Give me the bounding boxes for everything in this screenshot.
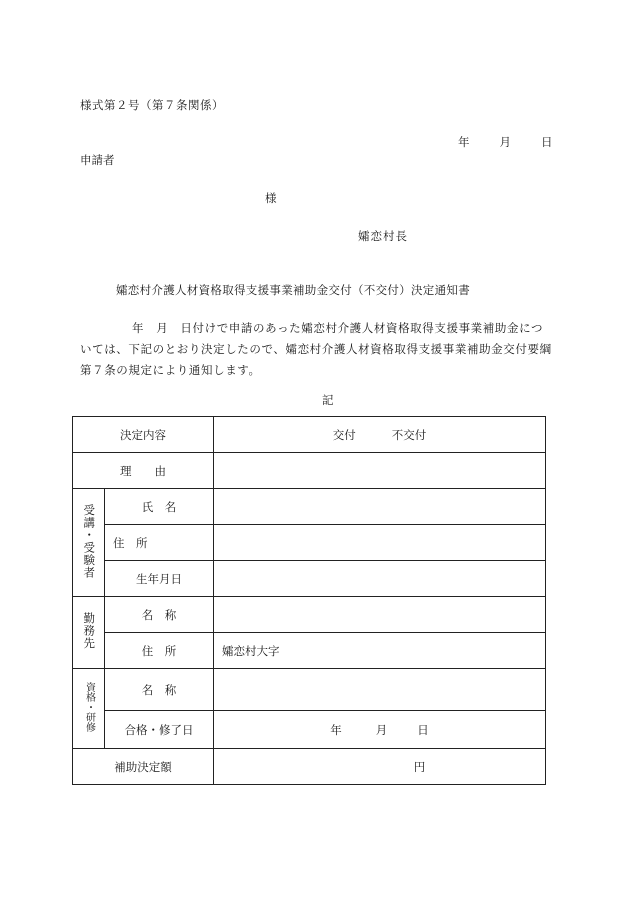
decision-table (72, 416, 546, 785)
row-amount (73, 749, 546, 785)
qual-name-label: 名 称 (105, 669, 214, 711)
decision-label: 決定内容 (73, 417, 214, 453)
work-name-label: 名 称 (105, 597, 214, 633)
work-address-label: 住 所 (105, 633, 214, 669)
row-name (73, 489, 546, 525)
address-label: 住 所 (105, 525, 214, 561)
pass-date-year: 年 (330, 722, 342, 737)
pass-date-label: 合格・修了日 (105, 711, 214, 749)
issue-date-year: 年 (458, 135, 470, 149)
row-decision (73, 417, 546, 453)
work-address-value: 孀恋村大字 (214, 633, 546, 669)
qual-name-value (214, 669, 546, 711)
notice-body: 年 月 日付けで申請のあった孀恋村介護人材資格取得支援事業補助金については、下記のとおり決定したので、孀恋村介護人材資格取得支援事業補助金交付要綱第７条の規定により通知します。 (80, 321, 552, 377)
birth-value (214, 561, 546, 597)
form-number: 様式第２号（第７条関係） (80, 98, 224, 112)
decision-value (214, 417, 546, 453)
name-label: 氏 名 (105, 489, 214, 525)
pass-date-month: 月 (375, 722, 388, 737)
pass-date-value (214, 711, 546, 749)
row-reason (73, 453, 546, 489)
row-pass-date (73, 711, 546, 749)
name-value (214, 489, 546, 525)
examinee-group (73, 489, 105, 597)
applicant-label: 申請者 (80, 153, 115, 167)
row-qual-name (73, 669, 546, 711)
amount-label: 補助決定額 (73, 749, 214, 785)
issuer-name: 孀恋村長 (358, 229, 408, 243)
honorific: 様 (265, 191, 277, 205)
amount-value (214, 749, 546, 785)
ki-heading: 記 (322, 393, 334, 407)
reason-label: 理 由 (73, 453, 214, 489)
decision-nogrant: 不交付 (391, 427, 427, 442)
pass-date-day: 日 (417, 722, 429, 737)
work-group (73, 597, 105, 669)
document-title: 孀恋村介護人材資格取得支援事業補助金交付（不交付）決定通知書 (116, 283, 470, 297)
work-name-value (214, 597, 546, 633)
issue-date-month: 月 (499, 135, 511, 149)
row-work-address (73, 633, 546, 669)
work-group-label: 勤務先 (82, 612, 97, 650)
amount-unit: 円 (413, 759, 426, 774)
birth-label: 生年月日 (105, 561, 214, 597)
issue-date (458, 134, 553, 150)
qual-group (73, 669, 105, 749)
address-value (214, 525, 546, 561)
issue-date-day: 日 (541, 135, 553, 149)
reason-value (214, 453, 546, 489)
row-address (73, 525, 546, 561)
examinee-group-label: 受講・受験者 (82, 503, 97, 579)
qual-group-label: 資格・研修 (83, 682, 95, 732)
decision-grant: 交付 (332, 427, 356, 442)
row-birth (73, 561, 546, 597)
row-work-name (73, 597, 546, 633)
